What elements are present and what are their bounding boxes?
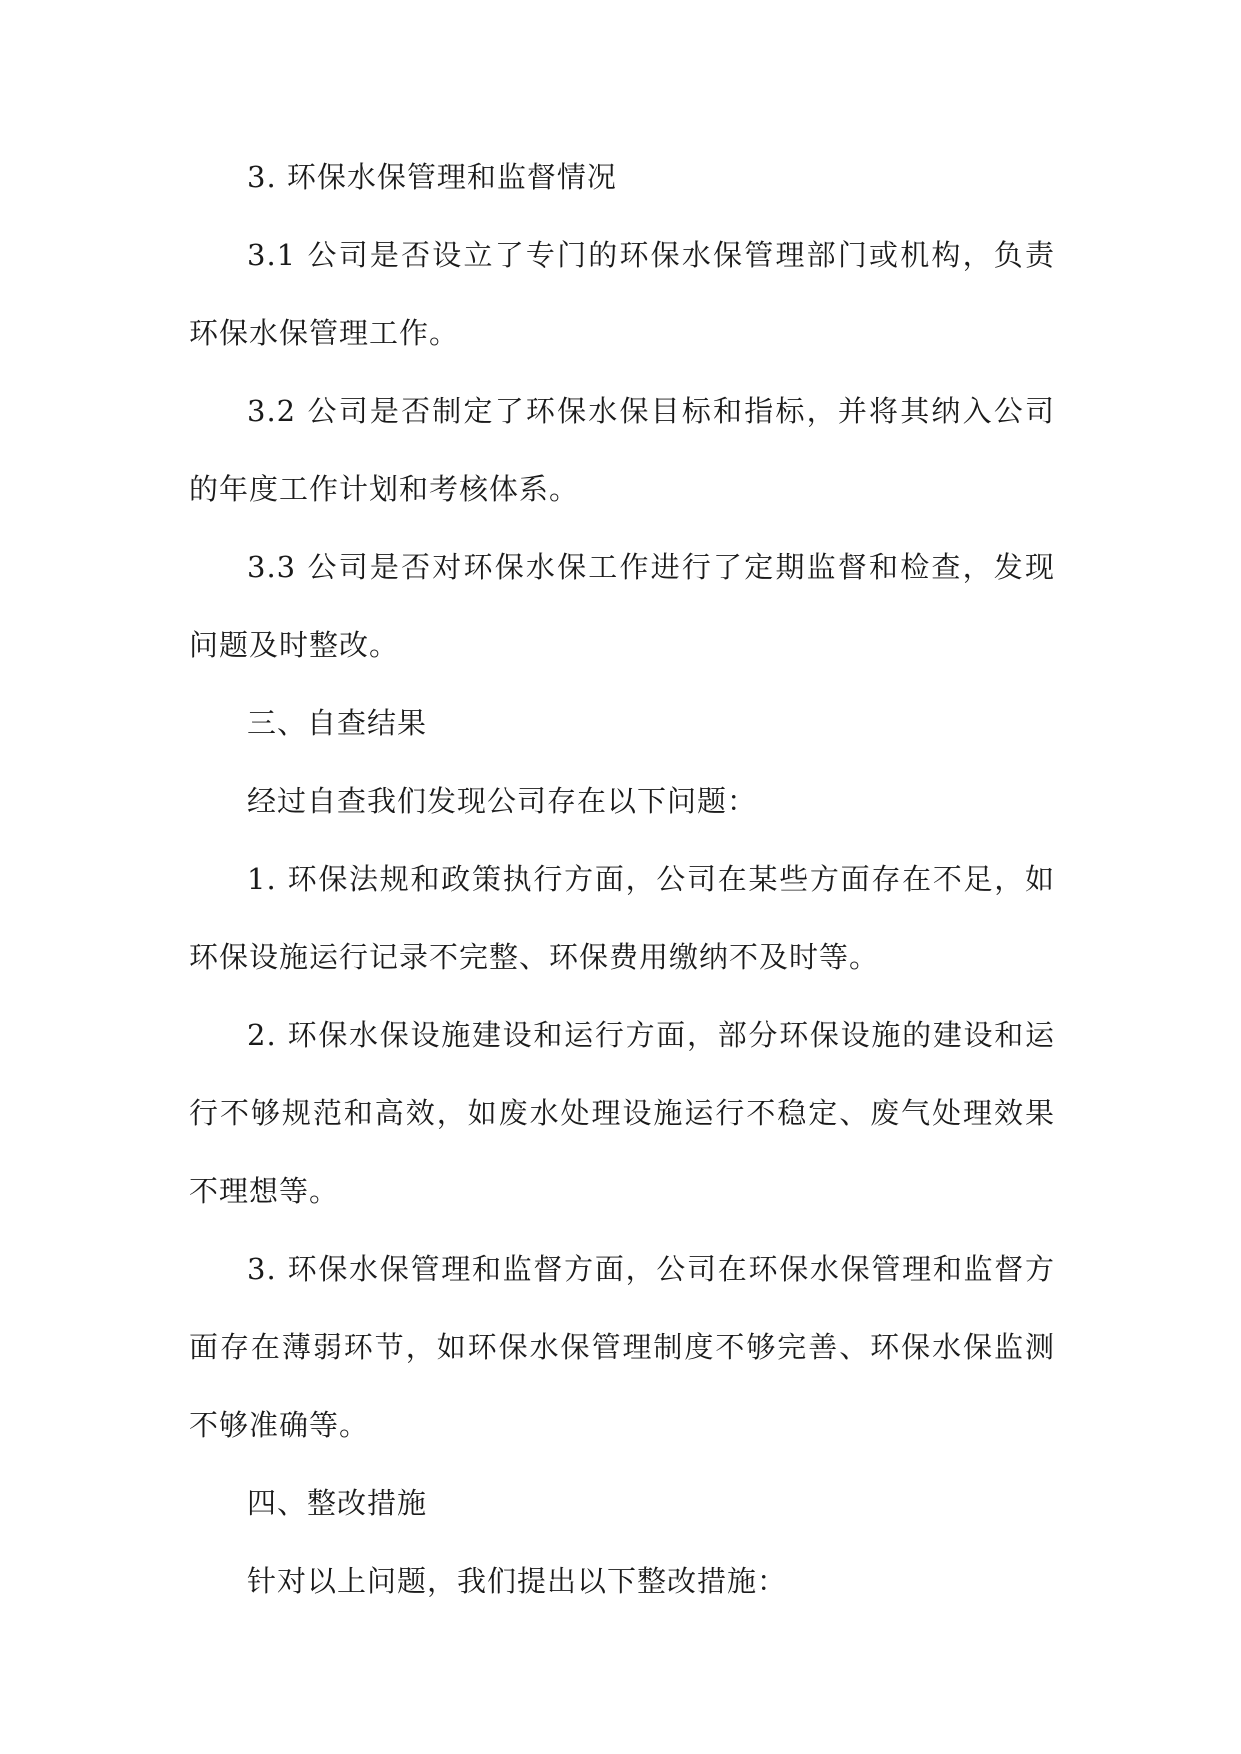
section-heading-rectification: 四、整改措施 xyxy=(247,1486,428,1520)
problem-2: 2. 环保水保设施建设和运行方面，部分环保设施的建设和运行不够规范和高效，如废水处理设施运行不稳定、废气处理效果不理想等。 xyxy=(189,1018,1055,1208)
rectification-intro: 针对以上问题，我们提出以下整改措施： xyxy=(247,1564,788,1598)
results-intro: 经过自查我们发现公司存在以下问题： xyxy=(247,784,758,818)
item-3-1: 3.1 公司是否设立了专门的环保水保管理部门或机构，负责环保水保管理工作。 xyxy=(189,238,1055,350)
problem-3: 3. 环保水保管理和监督方面，公司在环保水保管理和监督方面存在薄弱环节，如环保水保管理制度不够完善、环保水保监测不够准确等。 xyxy=(189,1252,1055,1442)
item-3-2: 3.2 公司是否制定了环保水保目标和指标，并将其纳入公司的年度工作计划和考核体系。 xyxy=(189,394,1055,506)
section-heading-3: 3. 环保水保管理和监督情况 xyxy=(247,160,617,194)
item-3-3: 3.3 公司是否对环保水保工作进行了定期监督和检查，发现问题及时整改。 xyxy=(189,550,1055,662)
section-heading-self-check-results: 三、自查结果 xyxy=(247,706,428,740)
problem-1: 1. 环保法规和政策执行方面，公司在某些方面存在不足，如环保设施运行记录不完整、环保费用缴纳不及时等。 xyxy=(189,862,1055,974)
document-body xyxy=(189,138,1055,1620)
